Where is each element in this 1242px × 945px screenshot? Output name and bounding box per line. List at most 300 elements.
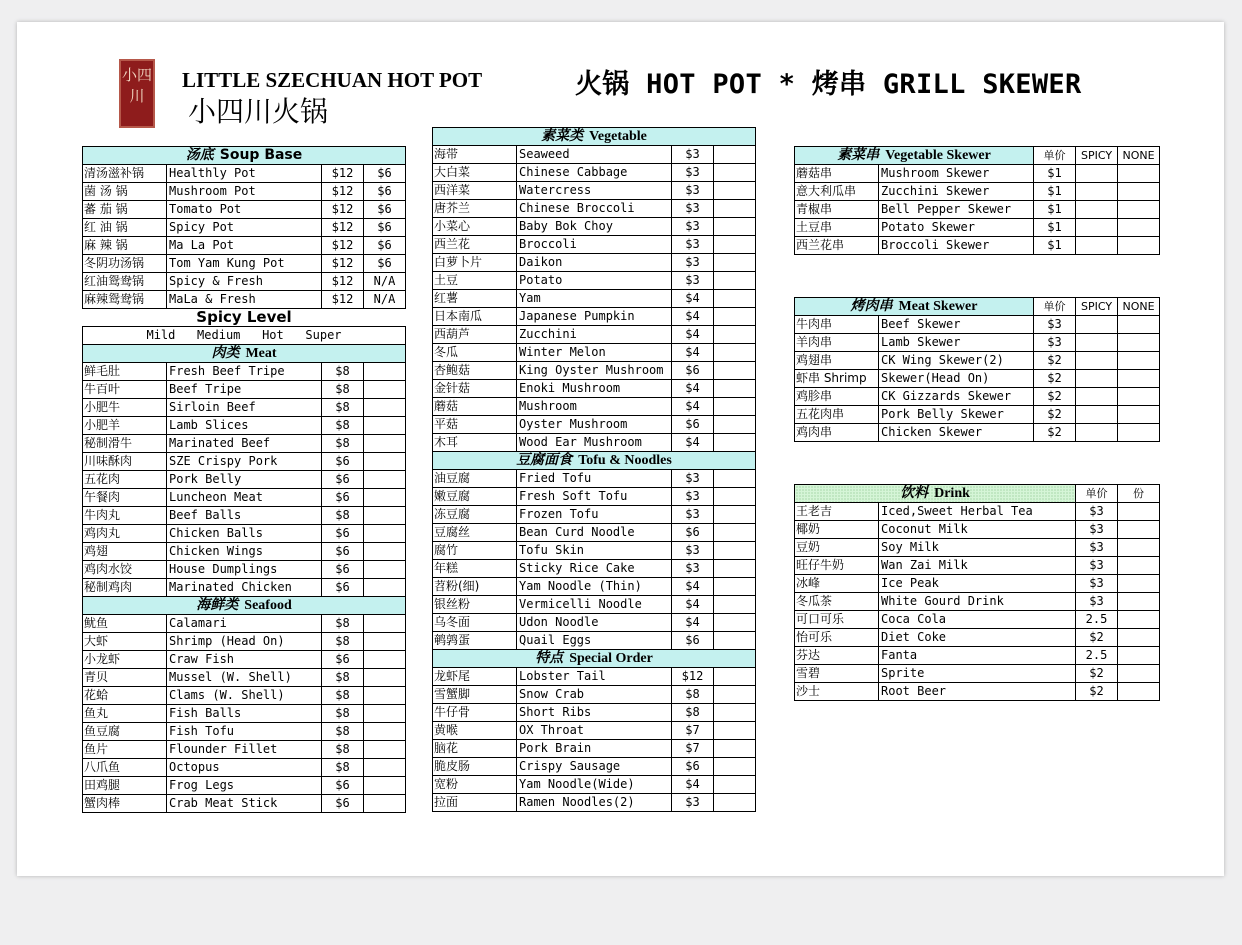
order-mark-cell[interactable] (1118, 629, 1160, 647)
item-name-english: Tomato Pot (167, 201, 322, 219)
vegetable-skewer-header: 素菜串 Vegetable Skewer (795, 147, 1034, 165)
item-name-english: Zucchini (517, 326, 672, 344)
vegetable-section (433, 128, 756, 452)
item-name-english: Yam Noodle(Wide) (517, 776, 672, 794)
menu-item-row (83, 363, 406, 381)
item-name-chinese: 鹌鹑蛋 (433, 632, 517, 650)
item-name-chinese: 冬瓜 (433, 344, 517, 362)
item-price: $8 (322, 633, 364, 651)
item-half-price: $6 (364, 165, 406, 183)
menu-item-row (433, 686, 756, 704)
order-mark-cell[interactable] (714, 560, 756, 578)
item-name-english: Chinese Broccoli (517, 200, 672, 218)
item-name-english: Mushroom Skewer (879, 165, 1034, 183)
order-mark-cell[interactable] (364, 561, 406, 579)
item-half-price: $6 (364, 219, 406, 237)
order-mark-cell[interactable] (714, 146, 756, 164)
order-mark-cell[interactable] (1076, 183, 1118, 201)
item-name-english: Beef Skewer (879, 316, 1034, 334)
menu-item-row (433, 614, 756, 632)
item-name-chinese: 虾串 Shrimp (795, 370, 879, 388)
item-name-chinese: 鱼豆腐 (83, 723, 167, 741)
item-price: $8 (322, 615, 364, 633)
item-name-english: Enoki Mushroom (517, 380, 672, 398)
item-name-chinese: 蟹肉棒 (83, 795, 167, 813)
item-name-chinese: 沙士 (795, 683, 879, 701)
item-price: $12 (322, 291, 364, 309)
order-mark-cell[interactable] (714, 362, 756, 380)
item-name-english: Lamb Skewer (879, 334, 1034, 352)
item-price: $3 (1076, 503, 1118, 521)
item-price: $6 (672, 758, 714, 776)
item-name-english: MaLa & Fresh (167, 291, 322, 309)
item-price: $8 (322, 705, 364, 723)
item-name-english: Chicken Skewer (879, 424, 1034, 442)
item-name-chinese: 苕粉(细) (433, 578, 517, 596)
item-name-chinese: 土豆 (433, 272, 517, 290)
menu-item-row (433, 578, 756, 596)
item-price: $6 (672, 362, 714, 380)
order-mark-cell[interactable] (364, 669, 406, 687)
quantity-column-header: 份 (1118, 485, 1160, 503)
item-price: $12 (322, 237, 364, 255)
item-price: $6 (322, 579, 364, 597)
menu-item-row (795, 406, 1160, 424)
item-price: $8 (322, 435, 364, 453)
item-name-chinese: 银丝粉 (433, 596, 517, 614)
item-name-english: Tom Yam Kung Pot (167, 255, 322, 273)
item-name-english: Quail Eggs (517, 632, 672, 650)
order-mark-cell[interactable] (714, 254, 756, 272)
order-mark-cell[interactable] (1118, 165, 1160, 183)
item-price: $4 (672, 398, 714, 416)
menu-item-row (433, 362, 756, 380)
order-mark-cell[interactable] (1118, 424, 1160, 442)
order-mark-cell[interactable] (1076, 165, 1118, 183)
menu-item-row (83, 507, 406, 525)
item-name-english: Craw Fish (167, 651, 322, 669)
order-mark-cell[interactable] (1118, 683, 1160, 701)
item-name-english: Vermicelli Noodle (517, 596, 672, 614)
item-name-chinese: 金针菇 (433, 380, 517, 398)
order-mark-cell[interactable] (714, 182, 756, 200)
order-mark-cell[interactable] (714, 272, 756, 290)
item-price: 2.5 (1076, 611, 1118, 629)
order-mark-cell[interactable] (364, 453, 406, 471)
order-mark-cell[interactable] (364, 723, 406, 741)
order-mark-cell[interactable] (364, 759, 406, 777)
item-name-chinese: 西洋菜 (433, 182, 517, 200)
brand-name-chinese: 小四川火锅 (188, 95, 329, 128)
item-name-english: Potato (517, 272, 672, 290)
menu-item-row (795, 219, 1160, 237)
menu-item-row (433, 416, 756, 434)
order-mark-cell[interactable] (1076, 316, 1118, 334)
order-mark-cell[interactable] (714, 164, 756, 182)
menu-item-row (83, 669, 406, 687)
item-name-chinese: 豆奶 (795, 539, 879, 557)
menu-item-row (795, 629, 1160, 647)
order-mark-cell[interactable] (714, 794, 756, 812)
item-price: $6 (322, 543, 364, 561)
item-price: $6 (672, 632, 714, 650)
item-price: $4 (672, 614, 714, 632)
menu-item-row (83, 777, 406, 795)
menu-item-row (83, 615, 406, 633)
menu-item-row (795, 388, 1160, 406)
item-name-chinese: 西兰花 (433, 236, 517, 254)
item-name-chinese: 冬瓜茶 (795, 593, 879, 611)
order-mark-cell[interactable] (364, 363, 406, 381)
menu-item-row (433, 488, 756, 506)
left-column-table (82, 146, 406, 813)
item-name-chinese: 小菜心 (433, 218, 517, 236)
menu-item-row (795, 165, 1160, 183)
order-mark-cell[interactable] (1076, 370, 1118, 388)
menu-item-row (795, 539, 1160, 557)
item-name-english: Snow Crab (517, 686, 672, 704)
item-name-chinese: 青贝 (83, 669, 167, 687)
item-price: $8 (322, 669, 364, 687)
item-name-english: Soy Milk (879, 539, 1076, 557)
menu-item-row (433, 776, 756, 794)
item-price: $3 (672, 272, 714, 290)
spicy-level-section (83, 309, 406, 345)
middle-column-table (432, 127, 756, 812)
item-price: $3 (672, 182, 714, 200)
item-price: $8 (322, 381, 364, 399)
item-name-english: Fried Tofu (517, 470, 672, 488)
order-mark-cell[interactable] (714, 614, 756, 632)
order-mark-cell[interactable] (1118, 539, 1160, 557)
order-mark-cell[interactable] (714, 308, 756, 326)
order-mark-cell[interactable] (1076, 406, 1118, 424)
item-price: $3 (672, 506, 714, 524)
price-column-header: 单价 (1034, 147, 1076, 165)
item-name-english: CK Gizzards Skewer (879, 388, 1034, 406)
item-name-english: Sprite (879, 665, 1076, 683)
vegetable-skewer-table (794, 146, 1160, 255)
item-price: $6 (322, 651, 364, 669)
menu-item-row (433, 722, 756, 740)
order-mark-cell[interactable] (1118, 557, 1160, 575)
item-name-english: Bell Pepper Skewer (879, 201, 1034, 219)
menu-item-row (433, 470, 756, 488)
order-mark-cell[interactable] (714, 524, 756, 542)
item-price: $4 (672, 578, 714, 596)
order-mark-cell[interactable] (714, 236, 756, 254)
order-mark-cell[interactable] (714, 470, 756, 488)
order-mark-cell[interactable] (1118, 406, 1160, 424)
item-name-english: Baby Bok Choy (517, 218, 672, 236)
order-mark-cell[interactable] (364, 795, 406, 813)
menu-item-row (83, 651, 406, 669)
item-half-price: $6 (364, 201, 406, 219)
menu-item-row (83, 381, 406, 399)
item-name-english: Zucchini Skewer (879, 183, 1034, 201)
order-mark-cell[interactable] (364, 615, 406, 633)
order-mark-cell[interactable] (714, 434, 756, 452)
order-mark-cell[interactable] (364, 741, 406, 759)
order-mark-cell[interactable] (1118, 503, 1160, 521)
order-mark-cell[interactable] (714, 668, 756, 686)
order-mark-cell[interactable] (714, 290, 756, 308)
item-price: $6 (322, 471, 364, 489)
item-name-chinese: 王老吉 (795, 503, 879, 521)
menu-item-row (433, 236, 756, 254)
item-half-price: N/A (364, 291, 406, 309)
order-mark-cell[interactable] (714, 722, 756, 740)
item-price: $8 (672, 686, 714, 704)
item-price: $3 (672, 146, 714, 164)
item-name-chinese: 川味酥肉 (83, 453, 167, 471)
order-mark-cell[interactable] (364, 471, 406, 489)
item-price: $4 (672, 380, 714, 398)
item-name-chinese: 小肥羊 (83, 417, 167, 435)
item-name-chinese: 椰奶 (795, 521, 879, 539)
item-name-english: Diet Coke (879, 629, 1076, 647)
order-mark-cell[interactable] (364, 399, 406, 417)
menu-item-row (433, 704, 756, 722)
order-mark-cell[interactable] (364, 633, 406, 651)
item-name-english: Broccoli (517, 236, 672, 254)
order-mark-cell[interactable] (714, 596, 756, 614)
order-mark-cell[interactable] (1118, 611, 1160, 629)
menu-item-row (83, 435, 406, 453)
item-name-english: Calamari (167, 615, 322, 633)
restaurant-logo: 小四川 (119, 59, 155, 128)
order-mark-cell[interactable] (714, 776, 756, 794)
order-mark-cell[interactable] (714, 416, 756, 434)
item-name-english: Sticky Rice Cake (517, 560, 672, 578)
order-mark-cell[interactable] (1076, 237, 1118, 255)
item-price: $8 (322, 363, 364, 381)
item-name-english: Ma La Pot (167, 237, 322, 255)
order-mark-cell[interactable] (1076, 219, 1118, 237)
order-mark-cell[interactable] (714, 344, 756, 362)
item-name-chinese: 牛肉丸 (83, 507, 167, 525)
menu-item-row (83, 687, 406, 705)
item-price: $2 (1034, 406, 1076, 424)
order-mark-cell[interactable] (1118, 593, 1160, 611)
menu-item-row (83, 219, 406, 237)
menu-item-row (433, 182, 756, 200)
order-mark-cell[interactable] (1118, 370, 1160, 388)
tofu-noodles-header: 豆腐面食 Tofu & Noodles (433, 452, 756, 470)
item-name-english: Lamb Slices (167, 417, 322, 435)
order-mark-cell[interactable] (1076, 334, 1118, 352)
item-name-chinese: 西葫芦 (433, 326, 517, 344)
item-name-english: Mushroom Pot (167, 183, 322, 201)
item-name-english: Wan Zai Milk (879, 557, 1076, 575)
order-mark-cell[interactable] (1118, 521, 1160, 539)
item-name-chinese: 牛百叶 (83, 381, 167, 399)
item-name-chinese: 麻辣鸳鸯锅 (83, 291, 167, 309)
item-name-chinese: 意大利瓜串 (795, 183, 879, 201)
special-order-section (433, 650, 756, 812)
item-price: $1 (1034, 165, 1076, 183)
menu-item-row (83, 183, 406, 201)
order-mark-cell[interactable] (1118, 388, 1160, 406)
item-name-english: Japanese Pumpkin (517, 308, 672, 326)
item-name-english: Wood Ear Mushroom (517, 434, 672, 452)
item-price: $4 (672, 290, 714, 308)
order-mark-cell[interactable] (1118, 219, 1160, 237)
order-mark-cell[interactable] (364, 507, 406, 525)
menu-item-row (83, 741, 406, 759)
menu-item-row (83, 561, 406, 579)
order-mark-cell[interactable] (1118, 316, 1160, 334)
item-name-chinese: 牛仔骨 (433, 704, 517, 722)
menu-item-row (83, 201, 406, 219)
item-name-chinese: 鸡肉水饺 (83, 561, 167, 579)
item-price: $7 (672, 740, 714, 758)
menu-item-row (433, 290, 756, 308)
item-name-english: Beef Tripe (167, 381, 322, 399)
order-mark-cell[interactable] (1118, 352, 1160, 370)
item-price: $4 (672, 326, 714, 344)
item-name-english: Lobster Tail (517, 668, 672, 686)
item-name-english: Watercress (517, 182, 672, 200)
meat-skewer-header: 烤肉串 Meat Skewer (795, 298, 1034, 316)
item-name-chinese: 秘制滑牛 (83, 435, 167, 453)
item-price: $7 (672, 722, 714, 740)
item-name-chinese: 拉面 (433, 794, 517, 812)
order-mark-cell[interactable] (1076, 388, 1118, 406)
order-mark-cell[interactable] (1118, 575, 1160, 593)
order-mark-cell[interactable] (1118, 237, 1160, 255)
order-mark-cell[interactable] (1076, 424, 1118, 442)
item-name-english: King Oyster Mushroom (517, 362, 672, 380)
menu-item-row (83, 579, 406, 597)
item-price: $3 (672, 254, 714, 272)
menu-item-row (433, 434, 756, 452)
order-mark-cell[interactable] (714, 578, 756, 596)
item-price: $8 (322, 417, 364, 435)
order-mark-cell[interactable] (364, 435, 406, 453)
item-name-chinese: 乌冬面 (433, 614, 517, 632)
item-name-english: Short Ribs (517, 704, 672, 722)
order-mark-cell[interactable] (714, 218, 756, 236)
order-mark-cell[interactable] (714, 506, 756, 524)
item-name-english: Udon Noodle (517, 614, 672, 632)
order-mark-cell[interactable] (364, 705, 406, 723)
menu-item-row (433, 668, 756, 686)
item-name-chinese: 鱿鱼 (83, 615, 167, 633)
order-mark-cell[interactable] (364, 489, 406, 507)
item-name-english: Bean Curd Noodle (517, 524, 672, 542)
order-mark-cell[interactable] (364, 417, 406, 435)
menu-item-row (795, 370, 1160, 388)
order-mark-cell[interactable] (714, 200, 756, 218)
menu-item-row (795, 647, 1160, 665)
item-name-chinese: 花蛤 (83, 687, 167, 705)
order-mark-cell[interactable] (364, 525, 406, 543)
menu-item-row (433, 380, 756, 398)
item-name-chinese: 鱼片 (83, 741, 167, 759)
item-price: $3 (672, 488, 714, 506)
menu-item-row (433, 524, 756, 542)
item-name-chinese: 嫩豆腐 (433, 488, 517, 506)
menu-item-row (433, 218, 756, 236)
item-name-english: Mussel (W. Shell) (167, 669, 322, 687)
item-name-chinese: 油豆腐 (433, 470, 517, 488)
item-price: $12 (322, 255, 364, 273)
spicy-level-options: Mild Medium Hot Super (83, 327, 406, 345)
menu-item-row (83, 255, 406, 273)
order-mark-cell[interactable] (714, 632, 756, 650)
item-name-chinese: 木耳 (433, 434, 517, 452)
order-mark-cell[interactable] (364, 543, 406, 561)
order-mark-cell[interactable] (714, 542, 756, 560)
item-name-english: Ice Peak (879, 575, 1076, 593)
meat-header: 肉类 Meat (83, 345, 406, 363)
order-mark-cell[interactable] (714, 380, 756, 398)
item-name-english: Skewer(Head On) (879, 370, 1034, 388)
item-price: $12 (672, 668, 714, 686)
item-price: $6 (322, 561, 364, 579)
order-mark-cell[interactable] (714, 488, 756, 506)
menu-item-row (433, 596, 756, 614)
order-mark-cell[interactable] (1118, 334, 1160, 352)
item-price: $12 (322, 165, 364, 183)
menu-item-row (433, 560, 756, 578)
item-name-chinese: 冰峰 (795, 575, 879, 593)
spicy-column-header: SPICY (1076, 298, 1118, 316)
order-mark-cell[interactable] (714, 686, 756, 704)
order-mark-cell[interactable] (364, 651, 406, 669)
menu-item-row (433, 542, 756, 560)
order-mark-cell[interactable] (1118, 665, 1160, 683)
order-mark-cell[interactable] (714, 704, 756, 722)
item-price: $3 (1076, 521, 1118, 539)
item-price: $6 (672, 524, 714, 542)
item-name-chinese: 红油鸳鸯锅 (83, 273, 167, 291)
order-mark-cell[interactable] (714, 758, 756, 776)
order-mark-cell[interactable] (364, 579, 406, 597)
menu-item-row (795, 334, 1160, 352)
item-price: $3 (672, 542, 714, 560)
order-mark-cell[interactable] (1118, 183, 1160, 201)
meat-section (83, 345, 406, 597)
item-name-english: Flounder Fillet (167, 741, 322, 759)
order-mark-cell[interactable] (1118, 647, 1160, 665)
item-price: $4 (672, 596, 714, 614)
order-mark-cell[interactable] (364, 381, 406, 399)
menu-item-row (83, 633, 406, 651)
menu-item-row (795, 201, 1160, 219)
order-mark-cell[interactable] (364, 777, 406, 795)
order-mark-cell[interactable] (714, 398, 756, 416)
order-mark-cell[interactable] (1118, 201, 1160, 219)
item-name-chinese: 小肥牛 (83, 399, 167, 417)
item-name-chinese: 鸡胗串 (795, 388, 879, 406)
item-name-english: Pork Brain (517, 740, 672, 758)
order-mark-cell[interactable] (1076, 352, 1118, 370)
item-price: $4 (672, 308, 714, 326)
order-mark-cell[interactable] (1076, 201, 1118, 219)
item-half-price: $6 (364, 237, 406, 255)
order-mark-cell[interactable] (714, 740, 756, 758)
order-mark-cell[interactable] (714, 326, 756, 344)
menu-item-row (83, 237, 406, 255)
order-mark-cell[interactable] (364, 687, 406, 705)
menu-item-row (795, 611, 1160, 629)
menu-item-row (433, 326, 756, 344)
item-name-english: Luncheon Meat (167, 489, 322, 507)
item-price: $2 (1034, 370, 1076, 388)
menu-item-row (433, 758, 756, 776)
